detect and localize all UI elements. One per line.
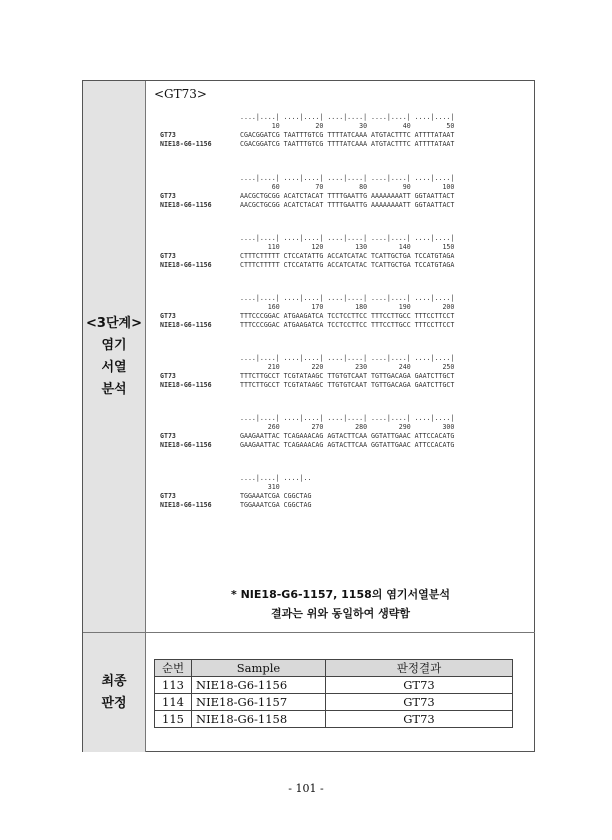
sequence-row (160, 441, 454, 449)
step3-label (83, 313, 145, 401)
sequence-name: GT73 (160, 492, 176, 500)
position-numbers: 60 70 80 90 100 (240, 183, 455, 191)
sequence-name: GT73 (160, 312, 176, 320)
sequence-name: NIE18-G6-1156 (160, 381, 212, 389)
sequence-text: TTTCTTGCCT TCGTATAAGC TTGTGTCAAT TGTTGACAGA GAATCTTGCT (240, 372, 455, 380)
sequence-text: GAAGAATTAC TCAGAAACAG AGTACTTCAA GGTATTGAAC ATTCCACATG (240, 432, 455, 440)
step3-label-cell (83, 81, 146, 633)
sequence-row (160, 381, 454, 389)
sequence-row (160, 312, 454, 320)
alignment-block (160, 113, 530, 161)
ruler: ....|....| ....|....| ....|....| ....|....| ....|....| (240, 174, 455, 182)
note-line: * NIE18-G6-1157, 1158의 염기서열분석 (231, 588, 450, 601)
sequence-row (160, 432, 454, 440)
sequence-text: CGACGGATCG TAATTTGTCG TTTTATCAAA ATGTACTTTC ATTTTATAAT (240, 131, 455, 139)
table-cell: GT73 (326, 694, 513, 711)
position-numbers: 310 (240, 483, 280, 491)
sequence-name: GT73 (160, 192, 176, 200)
sequence-name: NIE18-G6-1156 (160, 140, 212, 148)
sequence-name: NIE18-G6-1156 (160, 501, 212, 509)
omission-note (146, 585, 535, 623)
sequence-row (160, 321, 454, 329)
final-label (83, 671, 145, 715)
table-cell: 115 (155, 711, 192, 728)
sequence-analysis-cell (146, 81, 535, 633)
ruler: ....|....| ....|....| ....|....| ....|....| ....|....| (240, 234, 455, 242)
sequence-row (160, 252, 454, 260)
final-label-line: 최종 (101, 674, 127, 689)
sequence-text: TTTCTTGCCT TCGTATAAGC TTGTGTCAAT TGTTGACAGA GAATCTTGCT (240, 381, 455, 389)
ruler: ....|....| ....|....| ....|....| ....|....| ....|....| (240, 354, 455, 362)
sequence-text: AACGCTGCGG ACATCTACAT TTTTGAATTG AAAAAAAATT GGTAATTACT (240, 201, 455, 209)
position-numbers: 110 120 130 140 150 (240, 243, 455, 251)
sequence-row (160, 131, 454, 139)
alignment-block (160, 294, 530, 342)
ruler: ....|....| ....|....| ....|....| ....|....| ....|....| (240, 414, 455, 422)
ruler: ....|....| ....|.. (240, 474, 312, 482)
sequence-text: CTTTCTTTTT CTCCATATTG ACCATCATAC TCATTGCTGA TCCATGTAGA (240, 261, 455, 269)
sequence-name: NIE18-G6-1156 (160, 261, 212, 269)
step3-label-line: <3단계> (86, 316, 142, 331)
column-header: Sample (192, 660, 326, 677)
table-cell: 113 (155, 677, 192, 694)
sequence-name: GT73 (160, 432, 176, 440)
position-numbers: 210 220 230 240 250 (240, 363, 455, 371)
sequence-title: <GT73> (154, 87, 207, 101)
table-cell: 114 (155, 694, 192, 711)
sequence-row (160, 261, 454, 269)
table-row (155, 711, 513, 728)
column-header: 판정결과 (326, 660, 513, 677)
position-numbers: 260 270 280 290 300 (240, 423, 455, 431)
sequence-text: CGACGGATCG TAATTTGTCG TTTTATCAAA ATGTACTTTC ATTTTATAAT (240, 140, 455, 148)
table-cell: GT73 (326, 711, 513, 728)
sequence-row (160, 192, 454, 200)
sequence-name: NIE18-G6-1156 (160, 321, 212, 329)
position-numbers: 160 170 180 190 200 (240, 303, 455, 311)
sequence-row (160, 492, 311, 500)
page-number: - 101 - (288, 782, 324, 795)
report-frame (82, 80, 535, 752)
step3-label-line: 염기 (101, 338, 127, 353)
table-cell: NIE18-G6-1158 (192, 711, 326, 728)
table-row (155, 677, 513, 694)
final-label-cell (83, 633, 146, 752)
sequence-text: AACGCTGCGG ACATCTACAT TTTTGAATTG AAAAAAAATT GGTAATTACT (240, 192, 455, 200)
ruler: ....|....| ....|....| ....|....| ....|....| ....|....| (240, 294, 455, 302)
alignment-block (160, 474, 530, 522)
alignment-block (160, 174, 530, 222)
sequence-name: GT73 (160, 252, 176, 260)
sequence-text: TTTCCCGGAC ATGAAGATCA TCCTCCTTCC TTTCCTTGCC TTTCCTTCCT (240, 312, 455, 320)
sequence-name: GT73 (160, 372, 176, 380)
final-judgement-cell (146, 633, 535, 752)
sequence-row (160, 140, 454, 148)
table-cell: GT73 (326, 677, 513, 694)
sequence-name: GT73 (160, 131, 176, 139)
sequence-text: GAAGAATTAC TCAGAAACAG AGTACTTCAA GGTATTGAAC ATTCCACATG (240, 441, 455, 449)
sequence-row (160, 501, 311, 509)
ruler: ....|....| ....|....| ....|....| ....|....| ....|....| (240, 113, 455, 121)
result-table (154, 659, 513, 728)
final-label-line: 판정 (101, 696, 127, 711)
sequence-name: NIE18-G6-1156 (160, 441, 212, 449)
sequence-text: TGGAAATCGA CGGCTAG (240, 492, 312, 500)
table-cell: NIE18-G6-1156 (192, 677, 326, 694)
table-row (155, 694, 513, 711)
table-cell: NIE18-G6-1157 (192, 694, 326, 711)
table-header-row (155, 660, 513, 677)
note-line: 결과는 위와 동일하여 생략함 (271, 607, 410, 620)
column-header: 순번 (155, 660, 192, 677)
step3-label-line: 분석 (101, 382, 127, 397)
sequence-name: NIE18-G6-1156 (160, 201, 212, 209)
sequence-row (160, 201, 454, 209)
sequence-text: TGGAAATCGA CGGCTAG (240, 501, 312, 509)
sequence-row (160, 372, 454, 380)
alignment-block (160, 354, 530, 402)
sequence-text: CTTTCTTTTT CTCCATATTG ACCATCATAC TCATTGCTGA TCCATGTAGA (240, 252, 455, 260)
alignment-block (160, 414, 530, 462)
position-numbers: 10 20 30 40 50 (240, 122, 455, 130)
alignment-block (160, 234, 530, 282)
sequence-text: TTTCCCGGAC ATGAAGATCA TCCTCCTTCC TTTCCTTGCC TTTCCTTCCT (240, 321, 455, 329)
step3-label-line: 서열 (101, 360, 127, 375)
